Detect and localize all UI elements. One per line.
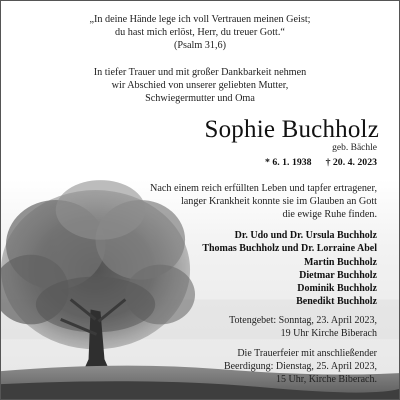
intro-text <box>1 67 399 105</box>
message-line-1: Nach einem reich erfüllten Leben und tapfer ertragener, <box>150 183 377 194</box>
life-dates <box>265 157 377 168</box>
mourner: Dr. Udo und Dr. Ursula Buchholz <box>234 230 377 241</box>
funeral-line-3: 15 Uhr, Kirche Biberach. <box>276 374 377 385</box>
funeral-line-2: Beerdigung: Dienstag, 25. April 2023, <box>223 361 377 372</box>
mourner: Dietmar Buchholz <box>299 269 377 281</box>
intro-line-1: In tiefer Trauer und mit großer Dankbarkeit nehmen <box>93 67 307 78</box>
memorial-message <box>97 182 377 221</box>
message-line-2: langer Krankheit konnte sie im Glauben an Gott <box>180 196 377 207</box>
death-date: † 20. 4. 2023 <box>325 157 377 168</box>
psalm-line-1: „In deine Hände lege ich voll Vertrauen meinen Geist; <box>89 14 311 25</box>
psalm-reference: (Psalm 31,6) <box>173 40 227 51</box>
mourner: Dominik Buchholz <box>297 283 377 295</box>
funeral-service-info <box>224 347 377 386</box>
psalm-line-2: du hast mich erlöst, Herr, du treuer Gott.“ <box>115 27 285 38</box>
maiden-name: geb. Bächle <box>332 143 377 153</box>
prayer-line-2: 19 Uhr Kirche Biberach <box>280 328 377 339</box>
mourner: Martin Buchholz <box>303 256 377 268</box>
mourner: Benedikt Buchholz <box>296 296 377 308</box>
birth-date: * 6. 1. 1938 <box>265 157 312 168</box>
intro-line-2: wir Abschied von unserer geliebten Mutter, <box>111 79 289 91</box>
deceased-name: Sophie Buchholz <box>204 116 379 143</box>
psalm-quote <box>1 13 399 52</box>
prayer-service-info <box>229 314 377 340</box>
prayer-line-1: Totengebet: Sonntag, 23. April 2023, <box>229 315 377 326</box>
mourners-list <box>202 229 377 309</box>
funeral-line-1: Die Trauerfeier mit anschließender <box>237 348 377 359</box>
intro-line-3: Schwiegermutter und Oma <box>145 92 255 104</box>
mourner: Thomas Buchholz und Dr. Lorraine Abel <box>202 243 377 255</box>
message-line-3: die ewige Ruhe finden. <box>282 209 377 220</box>
